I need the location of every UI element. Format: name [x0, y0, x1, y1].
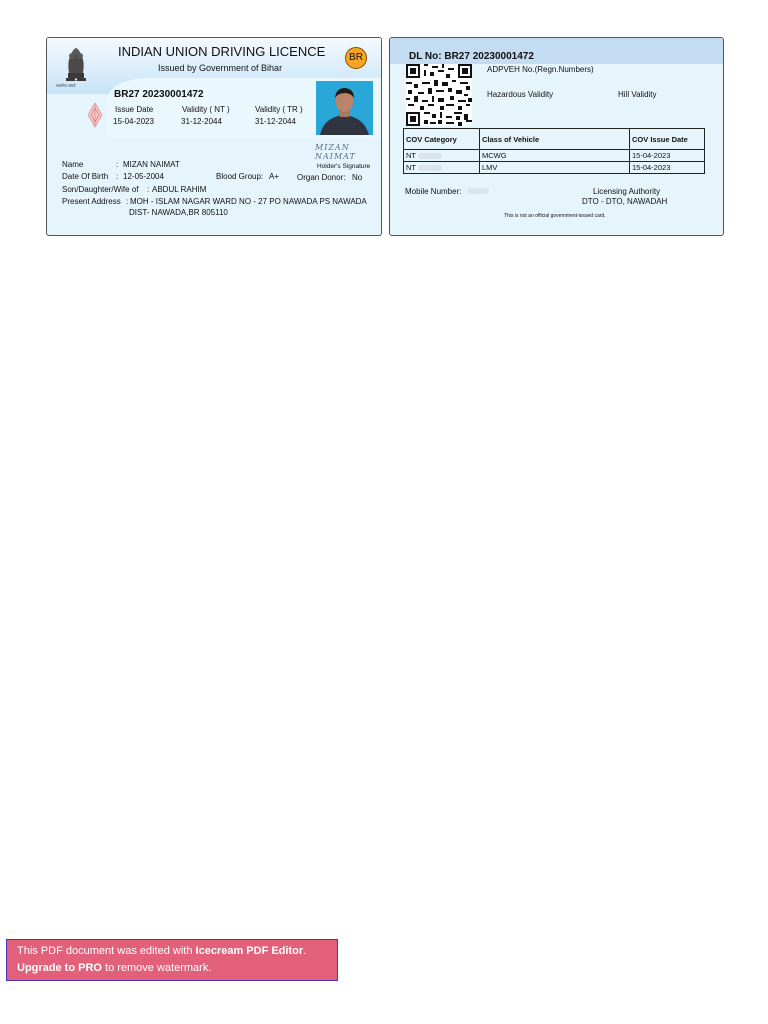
- licence-back-card: [389, 37, 724, 236]
- qr-code-icon: [406, 64, 472, 126]
- dob-label: Date Of Birth: [62, 172, 109, 181]
- watermark-period: .: [303, 945, 307, 957]
- name-label: Name: [62, 160, 84, 169]
- watermark-line-1: [17, 943, 327, 960]
- licensing-authority-label: Licensing Authority: [593, 187, 661, 196]
- class-of-vehicle-header: Class of Vehicle: [480, 129, 630, 150]
- organ-donor-label: Organ Donor:: [297, 173, 346, 182]
- holder-signature: MIZAN NAIMAT: [315, 143, 356, 161]
- cov-header-row: [404, 129, 705, 150]
- watermark-product-name: Icecream PDF Editor: [195, 945, 304, 957]
- address-colon: :: [126, 197, 129, 206]
- editor-watermark-banner[interactable]: [6, 939, 338, 981]
- watermark-suffix: to remove watermark.: [101, 962, 212, 974]
- upgrade-link[interactable]: Upgrade to PRO: [17, 962, 102, 974]
- class-of-vehicle-cell: MCWG: [480, 150, 630, 162]
- dl-number: DL No: BR27 20230001472: [409, 51, 534, 62]
- cov-table: [403, 128, 705, 174]
- redacted-mobile: [467, 188, 489, 194]
- licence-number: BR27 20230001472: [114, 89, 204, 100]
- cov-category-cell: NT: [406, 163, 416, 172]
- table-row: [404, 162, 705, 174]
- hologram-icon: [87, 102, 103, 128]
- card-subtitle: Issued by Government of Bihar: [158, 63, 283, 73]
- validity-nt-label: Validity ( NT ): [182, 105, 230, 114]
- redacted-mark: [418, 153, 442, 159]
- state-badge: BR: [345, 47, 367, 69]
- card-title: INDIAN UNION DRIVING LICENCE: [118, 44, 326, 59]
- address-line-1: MOH - ISLAM NAGAR WARD NO - 27 PO NAWADA PS NAWADA: [130, 197, 367, 206]
- disclaimer-text: This is not an official government-issued card.: [504, 213, 606, 219]
- class-of-vehicle-cell: LMV: [480, 162, 630, 174]
- table-row: [404, 150, 705, 162]
- hazardous-validity-label: Hazardous Validity: [487, 90, 554, 99]
- cov-issue-date-header: COV Issue Date: [630, 129, 705, 150]
- name-value: MIZAN NAIMAT: [123, 160, 180, 169]
- dob-value: 12-05-2004: [123, 172, 164, 181]
- holder-portrait-icon: [316, 81, 373, 135]
- cov-issue-date-cell: 15-04-2023: [630, 162, 705, 174]
- relation-colon: :: [147, 185, 150, 194]
- watermark-prefix: This PDF document was edited with: [17, 945, 196, 957]
- cov-category-cell: NT: [406, 151, 416, 160]
- cov-issue-date-cell: 15-04-2023: [630, 150, 705, 162]
- adpveh-label: ADPVEH No.(Regn.Numbers): [487, 65, 594, 74]
- relation-value: ABDUL RAHIM: [152, 185, 207, 194]
- organ-donor-value: No: [352, 173, 363, 182]
- redacted-mark: [418, 165, 442, 171]
- licence-front-card: [46, 37, 382, 236]
- address-line-2: DIST- NAWADA,BR 805110: [129, 208, 228, 217]
- blood-group-value: A+: [269, 172, 280, 181]
- watermark-line-2: [17, 960, 327, 977]
- mobile-number-label: Mobile Number:: [405, 187, 462, 196]
- holder-photo: [316, 81, 373, 135]
- validity-nt-value: 31-12-2044: [181, 117, 222, 126]
- validity-tr-label: Validity ( TR ): [255, 105, 303, 114]
- address-label: Present Address: [62, 197, 121, 206]
- issue-date-label: Issue Date: [115, 105, 154, 114]
- hill-validity-label: Hill Validity: [618, 90, 657, 99]
- validity-tr-value: 31-12-2044: [255, 117, 296, 126]
- relation-label: Son/Daughter/Wife of: [62, 185, 139, 194]
- blood-group-label: Blood Group:: [216, 172, 264, 181]
- name-colon: :: [116, 160, 119, 169]
- issue-date-value: 15-04-2023: [113, 117, 154, 126]
- dob-colon: :: [116, 172, 119, 181]
- emblem-caption: सत्यमेव जयते: [56, 83, 76, 88]
- signature-label: Holder's Signature: [317, 163, 371, 170]
- licensing-authority-value: DTO - DTO, NAWADAH: [582, 197, 668, 206]
- cov-category-header: COV Category: [404, 129, 480, 150]
